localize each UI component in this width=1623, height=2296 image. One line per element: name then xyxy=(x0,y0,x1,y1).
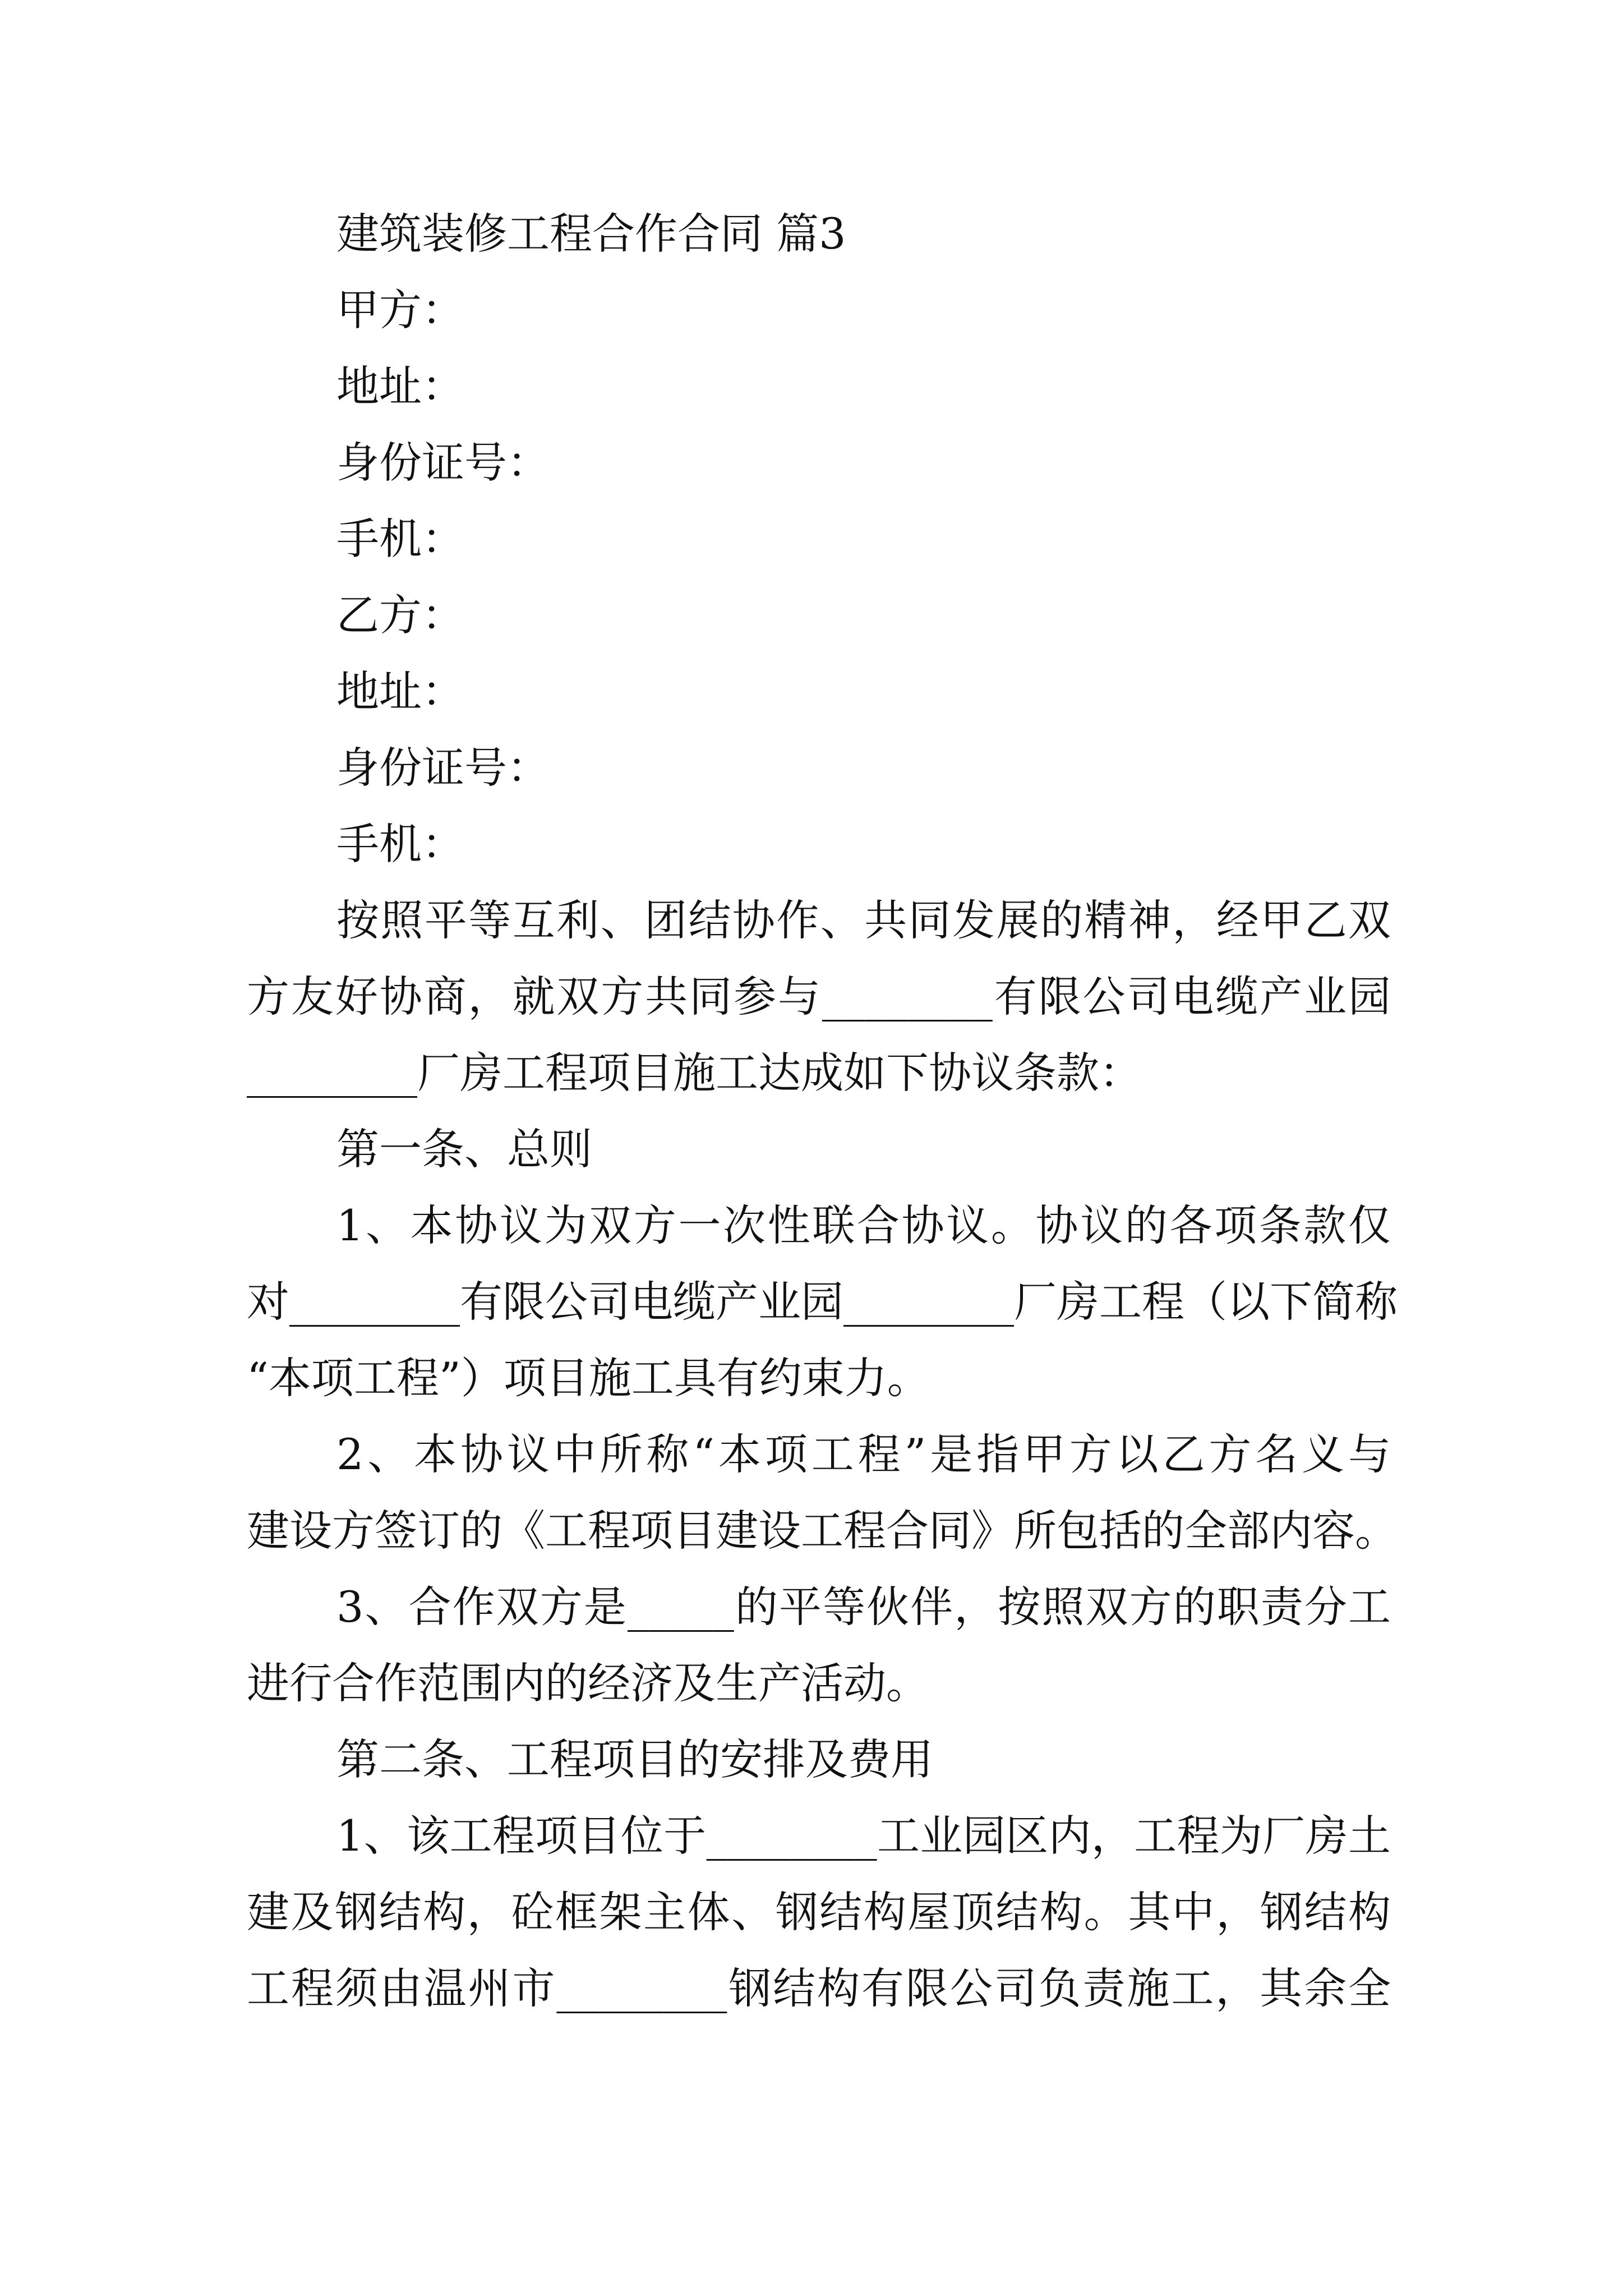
article-2-heading: 第二条、工程项目的安排及费用 xyxy=(336,1734,933,1784)
clause-1-3-line-1: 3、合作双方是_____的平等伙伴，按照双方的职责分工 xyxy=(336,1582,1391,1632)
clause-2-1-line-1: 1、该工程项目位于________工业园区内，工程为厂房土 xyxy=(336,1811,1391,1861)
party-b-address-label: 地址： xyxy=(336,666,464,716)
party-a-address-label: 地址： xyxy=(336,361,464,411)
clause-2-1-line-3: 工程须由温州市________钢结构有限公司负责施工，其余全 xyxy=(247,1963,1391,2013)
clause-1-2-line-1: 2、本协议中所称“本项工程”是指甲方以乙方名义与 xyxy=(336,1429,1391,1479)
party-b-label: 乙方： xyxy=(336,590,464,640)
party-a-id-label: 身份证号： xyxy=(336,438,550,487)
clause-1-1-line-2: 对________有限公司电缆产业园________厂房工程（以下简称 xyxy=(247,1277,1398,1327)
party-a-phone-label: 手机： xyxy=(336,514,464,564)
intro-paragraph-line-1: 按照平等互利、团结协作、共同发展的精神，经甲乙双 xyxy=(336,895,1391,945)
party-a-label: 甲方： xyxy=(336,285,464,335)
party-b-phone-label: 手机： xyxy=(336,819,464,869)
clause-1-3-line-2: 进行合作范围内的经济及生产活动。 xyxy=(247,1658,929,1708)
intro-paragraph-line-3: ________厂房工程项目施工达成如下协议条款： xyxy=(247,1048,1142,1098)
clause-1-1-line-1: 1、本协议为双方一次性联合协议。协议的各项条款仅 xyxy=(336,1200,1391,1250)
article-1-heading: 第一条、总则 xyxy=(336,1124,592,1174)
intro-paragraph-line-2: 方友好协商，就双方共同参与________有限公司电缆产业园 xyxy=(247,972,1391,1022)
document-title: 建筑装修工程合作合同 篇3 xyxy=(336,209,846,259)
party-b-id-label: 身份证号： xyxy=(336,743,550,793)
clause-1-2-line-2: 建设方签订的《工程项目建设工程合同》所包括的全部内容。 xyxy=(247,1506,1398,1556)
clause-1-1-line-3: “本项工程”）项目施工具有约束力。 xyxy=(247,1353,930,1403)
clause-2-1-line-2: 建及钢结构，砼框架主体、钢结构屋顶结构。其中，钢结构 xyxy=(247,1887,1391,1937)
